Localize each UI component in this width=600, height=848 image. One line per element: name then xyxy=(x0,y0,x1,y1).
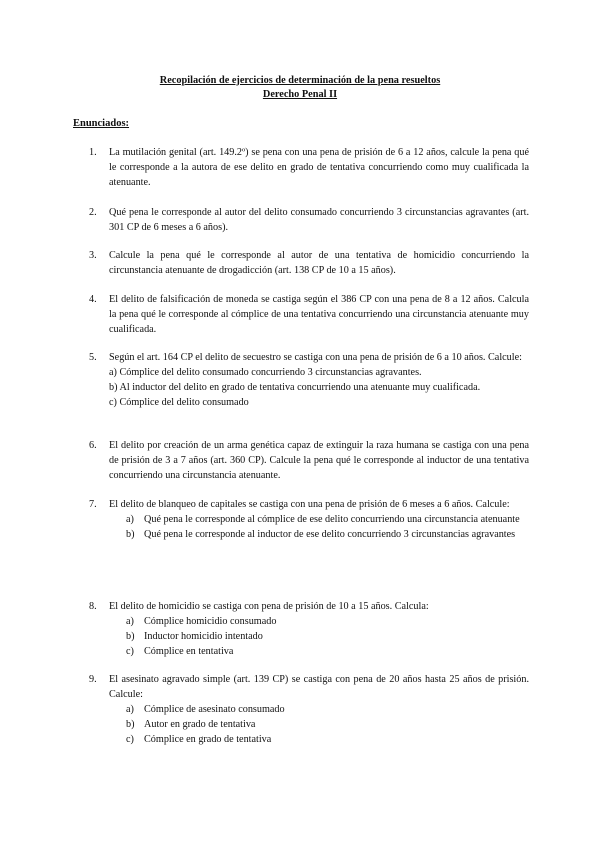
section-heading: Enunciados: xyxy=(73,118,130,129)
exercise-number: 7. xyxy=(89,499,97,510)
exercise-8 xyxy=(89,599,529,659)
exercise-text: Calcule la pena qué le corresponde al autor de una tentativa de homicidio concurriendo la circunstancia atenuante de drogadicción (art. 138 CP de 10 a 15 años). xyxy=(109,250,529,276)
sub-question-letter: a) xyxy=(126,514,134,525)
sub-question-list xyxy=(109,702,529,747)
exercise-text: El delito de falsificación de moneda se castiga según el 386 CP con una pena de 8 a 12 años. Calcula la pena qué le corresponde al cómplice de una tentativa concurriendo una circunstancia atenuante muy cualificada. xyxy=(109,294,529,335)
exercise-9 xyxy=(89,672,529,747)
sub-question-text: Autor en grado de tentativa xyxy=(144,719,256,730)
exercise-text: La mutilación genital (art. 149.2º) se pena con una pena de prisión de 6 a 12 años, calcule la pena qué le corresponde a la autora de ese delito en grado de tentativa concurriendo como muy cualificada la atenuante. xyxy=(109,147,529,188)
sub-question-list xyxy=(109,614,529,659)
exercise-number: 5. xyxy=(89,352,97,363)
sub-question: b) Al inductor del delito en grado de tentativa concurriendo una atenuante muy cualificada. xyxy=(109,382,481,393)
exercise-number: 1. xyxy=(89,147,97,158)
sub-question xyxy=(126,527,529,542)
sub-question-text: Cómplice de asesinato consumado xyxy=(144,704,285,715)
sub-question-letter: c) xyxy=(126,646,134,657)
sub-question-text: Cómplice en grado de tentativa xyxy=(144,734,272,745)
sub-question: c) Cómplice del delito consumado xyxy=(109,397,249,408)
exercise-text: Qué pena le corresponde al autor del delito consumado concurriendo 3 circunstancias agravantes (art. 301 CP de 6 meses a 6 años). xyxy=(109,207,529,233)
exercise-number: 4. xyxy=(89,294,97,305)
exercise-text: Según el art. 164 CP el delito de secuestro se castiga con una pena de prisión de 6 a 10 años. Calcule: xyxy=(109,352,522,363)
sub-question xyxy=(126,644,529,659)
document-subtitle: Derecho Penal II xyxy=(262,89,338,100)
sub-question-text: Qué pena le corresponde al cómplice de ese delito concurriendo una circunstancia atenuante xyxy=(144,514,520,525)
exercise-3 xyxy=(89,248,529,278)
exercise-number: 9. xyxy=(89,674,97,685)
sub-question xyxy=(126,717,529,732)
sub-question-text: Cómplice en tentativa xyxy=(144,646,234,657)
sub-question-letter: b) xyxy=(126,631,135,642)
sub-question-letter: c) xyxy=(126,734,134,745)
exercise-number: 2. xyxy=(89,207,97,218)
sub-question-text: Inductor homicidio intentado xyxy=(144,631,263,642)
exercise-4 xyxy=(89,292,529,337)
sub-question xyxy=(126,629,529,644)
exercise-5 xyxy=(89,350,529,410)
exercise-text: El delito por creación de un arma genética capaz de extinguir la raza humana se castiga con una pena de prisión de 3 a 7 años (art. 360 CP). Calcule la pena qué le corresponde al inductor de una tentativa concurriendo una circunstancia atenuante. xyxy=(109,440,529,481)
sub-question-letter: a) xyxy=(126,704,134,715)
exercise-text: El delito de homicidio se castiga con pena de prisión de 10 a 15 años. Calcula: xyxy=(109,601,429,612)
sub-question-letter: b) xyxy=(126,529,135,540)
exercise-text: El asesinato agravado simple (art. 139 CP) se castiga con pena de 20 años hasta 25 años de prisión. Calcule: xyxy=(109,674,529,700)
sub-question xyxy=(126,512,529,527)
exercise-7 xyxy=(89,497,529,542)
exercise-text: El delito de blanqueo de capitales se castiga con una pena de prisión de 6 meses a 6 años. Calcule: xyxy=(109,499,510,510)
sub-question xyxy=(126,614,529,629)
sub-question-text: Cómplice homicidio consumado xyxy=(144,616,277,627)
exercise-number: 6. xyxy=(89,440,97,451)
exercise-6 xyxy=(89,438,529,483)
exercise-number: 3. xyxy=(89,250,97,261)
sub-question xyxy=(126,702,529,717)
exercise-2 xyxy=(89,205,529,235)
document-title: Recopilación de ejercicios de determinación de la pena resueltos xyxy=(159,75,441,86)
sub-question-list xyxy=(109,512,529,542)
sub-question-letter: a) xyxy=(126,616,134,627)
exercise-1 xyxy=(89,145,529,190)
exercise-number: 8. xyxy=(89,601,97,612)
sub-question-letter: b) xyxy=(126,719,135,730)
sub-question-text: Qué pena le corresponde al inductor de ese delito concurriendo 3 circunstancias agravantes xyxy=(144,529,516,540)
sub-question: a) Cómplice del delito consumado concurriendo 3 circunstancias agravantes. xyxy=(109,367,422,378)
sub-question xyxy=(126,732,529,747)
